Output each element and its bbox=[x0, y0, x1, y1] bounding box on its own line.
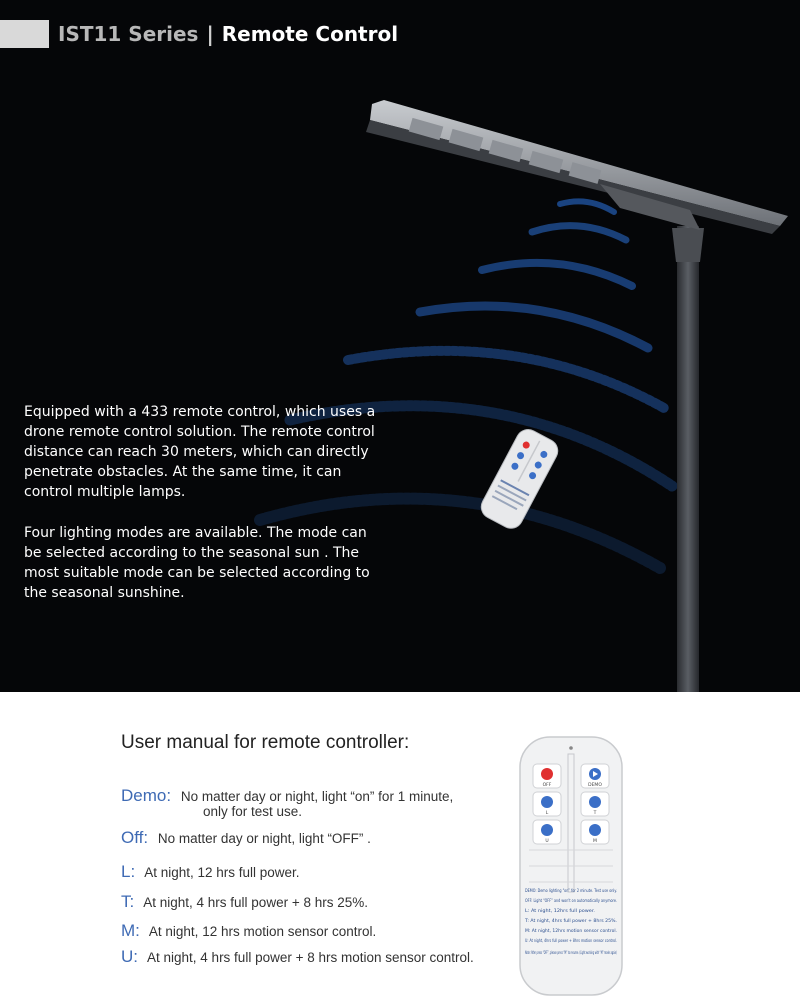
remote-button-label: T bbox=[593, 811, 597, 816]
lighting-modes-description: Four lighting modes are available. The mode can be selected according to the seasonal sun . The most suitable mode can be selected according to the seasonal sunshine. bbox=[24, 525, 370, 601]
remote-button-label: DEMO bbox=[588, 783, 602, 788]
sensor-off-icon bbox=[541, 824, 553, 836]
motion-icon bbox=[589, 824, 601, 836]
mode-label: U: bbox=[121, 947, 138, 966]
remote-control-diagram bbox=[519, 736, 623, 996]
clock-icon bbox=[589, 796, 601, 808]
remote-button-u bbox=[533, 820, 561, 844]
mode-off bbox=[121, 828, 371, 848]
series-label: IST11 Series bbox=[58, 22, 199, 46]
remote-instruction-line: U: At night, 4hrs full power + 8hrs motion sensor control. bbox=[525, 938, 617, 943]
mode-text: At night, 12 hrs full power. bbox=[144, 865, 300, 880]
mode-text: At night, 4 hrs full power + 8 hrs 25%. bbox=[143, 895, 368, 910]
lamp-head bbox=[366, 100, 788, 234]
remote-button-t bbox=[581, 792, 609, 816]
remote-button-label: OFF bbox=[542, 783, 552, 788]
manual-title: User manual for remote controller: bbox=[121, 732, 410, 753]
remote-instruction-line: Note: After press “OFF”, please press “M” to resume. (Light working with “M” mode again) bbox=[525, 950, 618, 955]
remote-button-demo bbox=[581, 764, 609, 788]
user-manual-section bbox=[0, 692, 800, 1006]
mode-text: At night, 12 hrs motion sensor control. bbox=[148, 924, 377, 939]
mode-label: T: bbox=[121, 892, 135, 911]
remote-instruction-line: T: At night, 4hrs full power + 8hrs 25%. bbox=[523, 918, 617, 923]
power-icon bbox=[541, 768, 553, 780]
remote-button-label: U bbox=[545, 839, 549, 844]
page-title: Remote Control bbox=[221, 22, 399, 46]
remote-instruction-line: OFF: Light “OFF” and won't on automatically anymore. bbox=[525, 898, 617, 903]
mode-t bbox=[121, 892, 368, 912]
remote-button-label: M bbox=[593, 839, 597, 844]
remote-button-off bbox=[533, 764, 561, 788]
mode-label: L: bbox=[121, 862, 136, 881]
remote-button-m bbox=[581, 820, 609, 844]
remote-instruction-line: L: At night, 12hrs full power. bbox=[525, 908, 595, 913]
mode-text-continued: only for test use. bbox=[203, 804, 303, 819]
mode-label: Off: bbox=[121, 828, 149, 847]
remote-button-label: L bbox=[545, 811, 549, 816]
moon-icon bbox=[541, 796, 553, 808]
mode-label: M: bbox=[121, 921, 140, 940]
signal-waves bbox=[260, 201, 672, 568]
mode-l bbox=[121, 862, 300, 882]
mode-text: No matter day or night, light “on” for 1 minute, bbox=[180, 789, 454, 804]
remote-instruction-line: M: At night, 12hrs motion sensor control. bbox=[525, 928, 617, 933]
mode-demo bbox=[121, 786, 453, 819]
remote-button-l bbox=[533, 792, 561, 816]
mode-label: Demo: bbox=[121, 786, 172, 805]
mode-text: At night, 4 hrs full power + 8 hrs motion sensor control. bbox=[147, 950, 474, 965]
mode-m bbox=[121, 921, 376, 941]
lamp-pole bbox=[672, 226, 704, 692]
remote-description: Equipped with a 433 remote control, which uses a drone remote control solution. The remote control distance can reach 30 meters, which can directly penetrate obstacles. At the same time, it can control multiple lamps. bbox=[24, 404, 376, 500]
header-separator: | bbox=[206, 22, 214, 46]
mode-text: No matter day or night, light “OFF” . bbox=[157, 831, 371, 846]
mode-u bbox=[121, 947, 474, 967]
remote-instruction-line: DEMO: Demo lighting “on” for 2 minute. Test use only. bbox=[525, 888, 617, 893]
